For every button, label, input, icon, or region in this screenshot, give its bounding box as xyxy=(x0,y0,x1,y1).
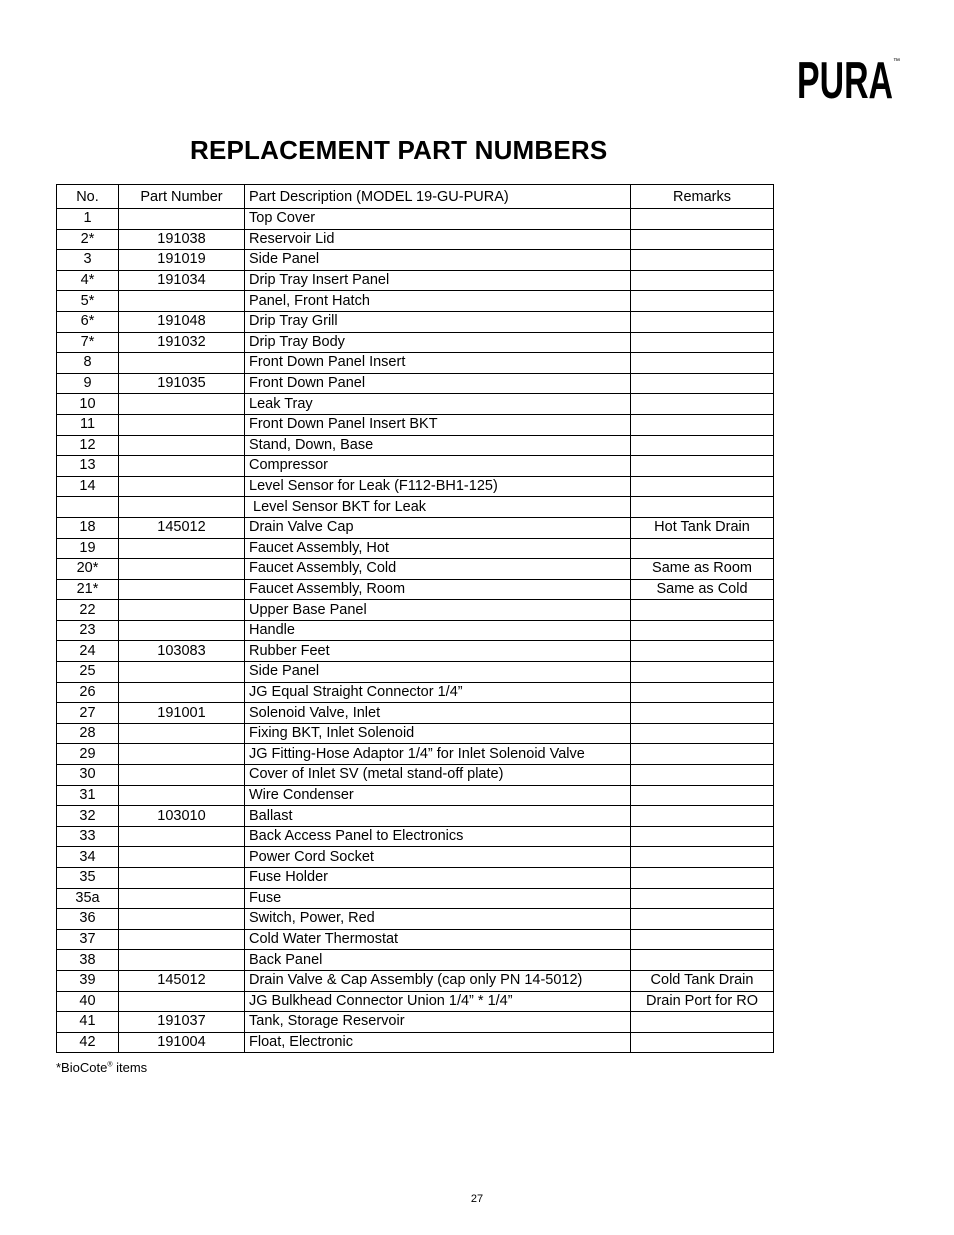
cell-description: Leak Tray xyxy=(245,394,631,415)
cell-part-number: 145012 xyxy=(119,517,245,538)
column-header-description: Part Description (MODEL 19-GU-PURA) xyxy=(245,185,631,209)
trademark-mark: ™ xyxy=(893,58,900,65)
cell-description: Panel, Front Hatch xyxy=(245,291,631,312)
cell-description: Compressor xyxy=(245,456,631,477)
cell-part-number xyxy=(119,476,245,497)
cell-remarks xyxy=(631,250,774,271)
cell-description: JG Equal Straight Connector 1/4” xyxy=(245,682,631,703)
cell-remarks xyxy=(631,662,774,683)
cell-part-number: 191037 xyxy=(119,1012,245,1033)
registered-mark: ® xyxy=(107,1061,113,1069)
cell-part-number xyxy=(119,909,245,930)
page-number: 27 xyxy=(470,1193,484,1205)
cell-remarks xyxy=(631,229,774,250)
cell-description: Drain Valve Cap xyxy=(245,517,631,538)
cell-description: Cover of Inlet SV (metal stand-off plate) xyxy=(245,765,631,786)
cell-part-number xyxy=(119,620,245,641)
cell-part-number xyxy=(119,291,245,312)
table-row xyxy=(57,456,774,477)
cell-no: 34 xyxy=(57,847,119,868)
cell-remarks xyxy=(631,868,774,889)
table-row xyxy=(57,229,774,250)
table-row xyxy=(57,826,774,847)
cell-remarks xyxy=(631,620,774,641)
table-row xyxy=(57,744,774,765)
cell-remarks xyxy=(631,332,774,353)
column-header-part-number: Part Number xyxy=(119,185,245,209)
cell-remarks: Hot Tank Drain xyxy=(631,517,774,538)
cell-description: Front Down Panel Insert BKT xyxy=(245,414,631,435)
cell-no: 35a xyxy=(57,888,119,909)
cell-remarks xyxy=(631,703,774,724)
cell-description: Ballast xyxy=(245,806,631,827)
table-row xyxy=(57,662,774,683)
cell-part-number xyxy=(119,579,245,600)
cell-description: Wire Condenser xyxy=(245,785,631,806)
cell-description: Back Panel xyxy=(245,950,631,971)
cell-description: JG Fitting-Hose Adaptor 1/4” for Inlet Solenoid Valve xyxy=(245,744,631,765)
cell-part-number xyxy=(119,435,245,456)
table-row xyxy=(57,620,774,641)
cell-part-number xyxy=(119,765,245,786)
table-row xyxy=(57,373,774,394)
cell-no: 42 xyxy=(57,1032,119,1053)
table-row xyxy=(57,353,774,374)
table-row xyxy=(57,929,774,950)
cell-remarks xyxy=(631,270,774,291)
cell-remarks xyxy=(631,456,774,477)
cell-remarks xyxy=(631,909,774,930)
page-title: REPLACEMENT PART NUMBERS xyxy=(190,135,608,165)
cell-part-number: 103010 xyxy=(119,806,245,827)
cell-part-number xyxy=(119,414,245,435)
table-row xyxy=(57,517,774,538)
cell-remarks xyxy=(631,847,774,868)
cell-part-number xyxy=(119,497,245,518)
table-row xyxy=(57,1032,774,1053)
column-header-remarks: Remarks xyxy=(631,185,774,209)
cell-remarks xyxy=(631,497,774,518)
cell-description: Top Cover xyxy=(245,209,631,230)
table-row xyxy=(57,291,774,312)
cell-no: 9 xyxy=(57,373,119,394)
cell-description: Handle xyxy=(245,620,631,641)
table-row xyxy=(57,703,774,724)
cell-part-number xyxy=(119,826,245,847)
cell-part-number xyxy=(119,559,245,580)
table-row xyxy=(57,579,774,600)
cell-description: Solenoid Valve, Inlet xyxy=(245,703,631,724)
cell-part-number xyxy=(119,868,245,889)
cell-no: 41 xyxy=(57,1012,119,1033)
cell-no: 3 xyxy=(57,250,119,271)
cell-description: Drain Valve & Cap Assembly (cap only PN 14-5012) xyxy=(245,970,631,991)
cell-part-number: 191032 xyxy=(119,332,245,353)
cell-remarks xyxy=(631,950,774,971)
cell-description: Drip Tray Grill xyxy=(245,311,631,332)
footnote-prefix: *BioCote xyxy=(56,1060,108,1075)
cell-remarks: Same as Cold xyxy=(631,579,774,600)
cell-part-number xyxy=(119,991,245,1012)
cell-no: 4* xyxy=(57,270,119,291)
cell-no: 10 xyxy=(57,394,119,415)
cell-part-number: 191001 xyxy=(119,703,245,724)
cell-no: 26 xyxy=(57,682,119,703)
cell-remarks xyxy=(631,414,774,435)
cell-description: Side Panel xyxy=(245,662,631,683)
cell-description: Stand, Down, Base xyxy=(245,435,631,456)
cell-remarks: Drain Port for RO xyxy=(631,991,774,1012)
cell-remarks xyxy=(631,291,774,312)
cell-remarks: Same as Room xyxy=(631,559,774,580)
cell-part-number xyxy=(119,785,245,806)
table-row xyxy=(57,950,774,971)
cell-no: 8 xyxy=(57,353,119,374)
pura-logo-wordmark: PURA xyxy=(797,55,893,101)
cell-no: 38 xyxy=(57,950,119,971)
table-header-row xyxy=(57,185,774,209)
table-row xyxy=(57,435,774,456)
table-row xyxy=(57,868,774,889)
cell-no: 32 xyxy=(57,806,119,827)
table-row xyxy=(57,394,774,415)
table-row xyxy=(57,209,774,230)
cell-no: 40 xyxy=(57,991,119,1012)
cell-description: JG Bulkhead Connector Union 1/4” * 1/4” xyxy=(245,991,631,1012)
cell-part-number xyxy=(119,662,245,683)
cell-remarks xyxy=(631,353,774,374)
table-row xyxy=(57,723,774,744)
cell-description: Front Down Panel Insert xyxy=(245,353,631,374)
table-row xyxy=(57,765,774,786)
cell-part-number: 145012 xyxy=(119,970,245,991)
table-row xyxy=(57,311,774,332)
cell-description: Side Panel xyxy=(245,250,631,271)
cell-remarks: Cold Tank Drain xyxy=(631,970,774,991)
cell-part-number xyxy=(119,209,245,230)
cell-no: 31 xyxy=(57,785,119,806)
table-row xyxy=(57,250,774,271)
table-row xyxy=(57,270,774,291)
cell-part-number xyxy=(119,353,245,374)
cell-remarks xyxy=(631,600,774,621)
cell-description: Level Sensor BKT for Leak xyxy=(245,497,631,518)
cell-part-number xyxy=(119,682,245,703)
cell-remarks xyxy=(631,1012,774,1033)
table-row xyxy=(57,682,774,703)
table-row xyxy=(57,559,774,580)
table-row xyxy=(57,476,774,497)
table-row xyxy=(57,497,774,518)
cell-no: 25 xyxy=(57,662,119,683)
cell-remarks xyxy=(631,476,774,497)
cell-description: Power Cord Socket xyxy=(245,847,631,868)
cell-no: 22 xyxy=(57,600,119,621)
cell-remarks xyxy=(631,929,774,950)
cell-no: 7* xyxy=(57,332,119,353)
cell-part-number xyxy=(119,600,245,621)
cell-no: 19 xyxy=(57,538,119,559)
column-header-no: No. xyxy=(57,185,119,209)
table-row xyxy=(57,847,774,868)
cell-description: Rubber Feet xyxy=(245,641,631,662)
cell-part-number xyxy=(119,847,245,868)
cell-remarks xyxy=(631,723,774,744)
table-row xyxy=(57,806,774,827)
cell-no: 14 xyxy=(57,476,119,497)
cell-description: Tank, Storage Reservoir xyxy=(245,1012,631,1033)
table-row xyxy=(57,414,774,435)
cell-description: Level Sensor for Leak (F112-BH1-125) xyxy=(245,476,631,497)
table-row xyxy=(57,991,774,1012)
cell-part-number: 191035 xyxy=(119,373,245,394)
cell-no: 21* xyxy=(57,579,119,600)
cell-remarks xyxy=(631,806,774,827)
table-row xyxy=(57,332,774,353)
cell-remarks xyxy=(631,209,774,230)
cell-remarks xyxy=(631,641,774,662)
cell-description: Switch, Power, Red xyxy=(245,909,631,930)
cell-part-number xyxy=(119,929,245,950)
cell-part-number: 191048 xyxy=(119,311,245,332)
cell-no: 2* xyxy=(57,229,119,250)
table-row xyxy=(57,641,774,662)
cell-remarks xyxy=(631,744,774,765)
cell-no: 27 xyxy=(57,703,119,724)
cell-remarks xyxy=(631,826,774,847)
cell-no: 20* xyxy=(57,559,119,580)
cell-remarks xyxy=(631,682,774,703)
cell-description: Fixing BKT, Inlet Solenoid xyxy=(245,723,631,744)
parts-table xyxy=(56,184,774,1053)
cell-part-number: 191034 xyxy=(119,270,245,291)
cell-no: 13 xyxy=(57,456,119,477)
cell-no: 30 xyxy=(57,765,119,786)
cell-no xyxy=(57,497,119,518)
table-row xyxy=(57,888,774,909)
cell-no: 23 xyxy=(57,620,119,641)
table-row xyxy=(57,785,774,806)
cell-no: 1 xyxy=(57,209,119,230)
table-row xyxy=(57,538,774,559)
cell-description: Drip Tray Body xyxy=(245,332,631,353)
cell-remarks xyxy=(631,373,774,394)
cell-description: Float, Electronic xyxy=(245,1032,631,1053)
biocote-footnote xyxy=(56,1060,147,1075)
cell-no: 11 xyxy=(57,414,119,435)
footnote-suffix: items xyxy=(112,1060,148,1075)
cell-no: 5* xyxy=(57,291,119,312)
cell-description: Upper Base Panel xyxy=(245,600,631,621)
cell-remarks xyxy=(631,765,774,786)
cell-part-number: 191038 xyxy=(119,229,245,250)
cell-no: 18 xyxy=(57,517,119,538)
cell-part-number xyxy=(119,950,245,971)
cell-remarks xyxy=(631,538,774,559)
cell-part-number: 191019 xyxy=(119,250,245,271)
cell-description: Faucet Assembly, Room xyxy=(245,579,631,600)
cell-description: Faucet Assembly, Hot xyxy=(245,538,631,559)
cell-part-number xyxy=(119,888,245,909)
cell-description: Front Down Panel xyxy=(245,373,631,394)
cell-remarks xyxy=(631,311,774,332)
cell-part-number xyxy=(119,723,245,744)
cell-remarks xyxy=(631,394,774,415)
cell-description: Fuse Holder xyxy=(245,868,631,889)
cell-part-number: 191004 xyxy=(119,1032,245,1053)
cell-no: 6* xyxy=(57,311,119,332)
cell-description: Cold Water Thermostat xyxy=(245,929,631,950)
cell-description: Back Access Panel to Electronics xyxy=(245,826,631,847)
cell-remarks xyxy=(631,1032,774,1053)
cell-description: Reservoir Lid xyxy=(245,229,631,250)
cell-no: 39 xyxy=(57,970,119,991)
cell-no: 29 xyxy=(57,744,119,765)
table-row xyxy=(57,970,774,991)
cell-no: 33 xyxy=(57,826,119,847)
parts-table-body xyxy=(57,209,774,1053)
table-row xyxy=(57,1012,774,1033)
cell-no: 24 xyxy=(57,641,119,662)
cell-no: 36 xyxy=(57,909,119,930)
cell-remarks xyxy=(631,435,774,456)
cell-no: 28 xyxy=(57,723,119,744)
table-row xyxy=(57,600,774,621)
cell-no: 12 xyxy=(57,435,119,456)
cell-remarks xyxy=(631,888,774,909)
cell-part-number xyxy=(119,456,245,477)
cell-part-number: 103083 xyxy=(119,641,245,662)
cell-remarks xyxy=(631,785,774,806)
cell-description: Drip Tray Insert Panel xyxy=(245,270,631,291)
cell-no: 35 xyxy=(57,868,119,889)
cell-description: Faucet Assembly, Cold xyxy=(245,559,631,580)
table-row xyxy=(57,909,774,930)
pura-logo xyxy=(797,55,901,101)
cell-part-number xyxy=(119,394,245,415)
cell-no: 37 xyxy=(57,929,119,950)
cell-part-number xyxy=(119,538,245,559)
cell-description: Fuse xyxy=(245,888,631,909)
cell-part-number xyxy=(119,744,245,765)
